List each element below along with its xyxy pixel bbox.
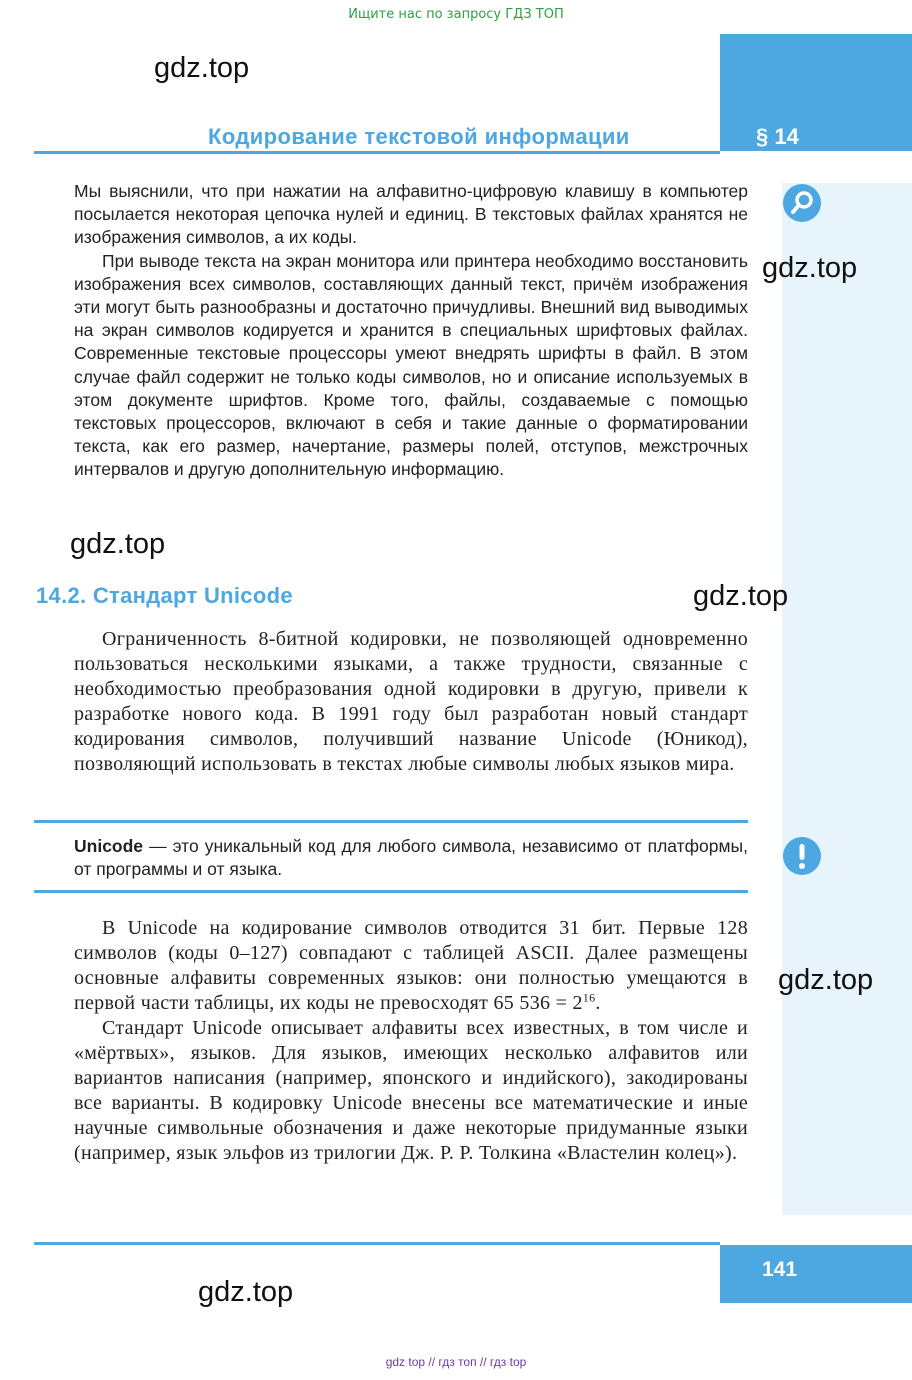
paragraph-text: В Unicode на кодирование символов отводится 31 бит. Первые 128 символов (коды 0–127) совпадают с таблицей ASCII. Далее размещены основные алфавиты современных языков: они полностью умещаются в первой части таблицы, их коды не превосходят 65 536 = 2	[74, 917, 748, 1014]
section-box	[720, 34, 912, 151]
page-number-box	[720, 1245, 912, 1303]
definition-text: — это уникальный код для любого символа, независимо от платформы, от программы и от языка.	[74, 836, 748, 880]
bottom-banner[interactable]: gdz top // гдз топ // гдз top	[385, 1355, 527, 1369]
paragraph: Стандарт Unicode описывает алфавиты всех известных, в том числе и «мёртвых», языков. Для языков, имеющих несколько алфавитов или вариантов написания (например, японского и индийского), закодированы все варианты. В кодировку Unicode внесены все математические и иные научные символьные обозначения и даже некоторые придуманные языки (например, язык эльфов из трилогии Дж. Р. Р. Толкина «Властелин колец»).	[74, 1017, 748, 1164]
superscript: 16	[582, 990, 596, 1005]
exclamation-icon	[783, 837, 821, 875]
watermark: gdz.top	[154, 52, 250, 84]
side-strip	[782, 183, 912, 1215]
section-number: § 14	[756, 124, 799, 149]
watermark: gdz.top	[70, 528, 166, 560]
definition-term: Unicode	[74, 836, 144, 856]
unicode-details	[74, 916, 748, 1166]
footer-rule	[34, 1242, 720, 1245]
page-number: 141	[762, 1258, 798, 1281]
watermark: gdz.top	[778, 964, 874, 996]
paragraph-end: .	[595, 992, 601, 1014]
paragraph: Мы выяснили, что при нажатии на алфавитно-цифровую клавишу в компьютер посылается некоторая цепочка нулей и единиц. В текстовых файлах хранятся не изображения символов, а их коды.	[74, 181, 748, 248]
watermark: gdz.top	[693, 580, 789, 612]
paragraph: Ограниченность 8-битной кодировки, не позволяющей одновременно пользоваться несколькими языками, а также трудности, связанные с необходимостью преобразования одной кодировки в другую, привели к разработке нового кода. В 1991 году был разработан новый стандарт кодирования символов, получивший название Unicode (Юникод), позволяющий использовать в текстах любые символы любых языков мира.	[74, 628, 748, 775]
watermark: gdz.top	[198, 1276, 294, 1308]
definition-rule-bottom	[34, 890, 748, 893]
watermark: gdz.top	[762, 252, 858, 284]
header-rule	[34, 151, 720, 154]
magnifier-icon	[783, 184, 821, 222]
definition	[74, 835, 748, 881]
definition-rule-top	[34, 820, 748, 823]
unicode-intro	[74, 627, 748, 777]
chapter-title: Кодирование текстовой информации	[208, 124, 630, 149]
top-banner[interactable]: Ищите нас по запросу ГДЗ ТОП	[348, 7, 564, 22]
subsection-title: 14.2. Стандарт Unicode	[36, 583, 293, 608]
intro-text	[74, 180, 748, 482]
paragraph: При выводе текста на экран монитора или принтера необходимо восстановить изображения всех символов, составляющих данный текст, причём изображения эти могут быть разнообразны и достаточно причудливы. Внешний вид выводимых на экран символов кодируется и хранится в специальных шрифтовых файлах. Современные текстовые процессоры умеют внедрять шрифты в файл. В этом случае файл содержит не только коды символов, но и описание используемых в этом документе шрифтов. Кроме того, файлы, создаваемые с помощью текстовых процессоров, включают в себя и такие данные о форматировании текста, как его размер, начертание, размеры полей, отступов, межстрочных интервалов и другую дополнительную информацию.	[74, 250, 748, 480]
paragraph	[74, 916, 748, 1016]
